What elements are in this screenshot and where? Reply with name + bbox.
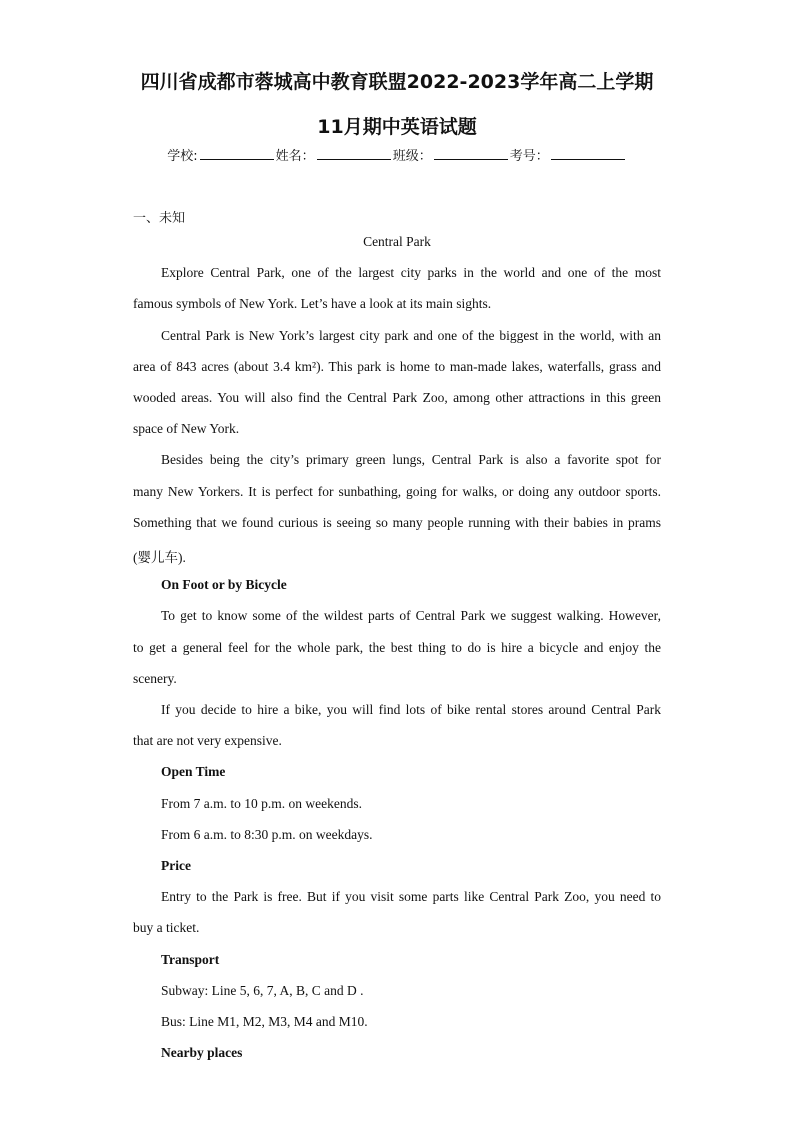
paragraph-4-line-3: scenery. (133, 671, 177, 686)
paragraph-2-line-3: wooded areas. You will also find the Central Park Zoo, among other attractions in this green (133, 390, 661, 405)
heading-nearby-places: Nearby places (161, 1045, 243, 1060)
exam-number-label: 考号： (509, 149, 549, 164)
heading-transport: Transport (161, 952, 220, 967)
school-blank (200, 147, 274, 160)
paragraph-5-line-1: If you decide to hire a bike, you will find lots of bike rental stores around Central Park (161, 702, 661, 717)
heading-open-time: Open Time (161, 764, 226, 779)
name-blank (317, 147, 391, 160)
section-label: 一、未知 (133, 211, 186, 226)
paragraph-5-line-2: that are not very expensive. (133, 733, 282, 748)
paragraph-3-line-3: Something that we found curious is seeing so many people running with their babies in prams (133, 515, 661, 530)
heading-price: Price (161, 858, 191, 873)
transport-subway: Subway: Line 5, 6, 7, A, B, C and D . (161, 983, 364, 998)
exam-number-blank (551, 147, 625, 160)
paragraph-2-line-4: space of New York. (133, 421, 240, 436)
paragraph-1-line-2: famous symbols of New York. Let’s have a look at its main sights. (133, 296, 492, 311)
open-time-weekdays: From 6 a.m. to 8:30 p.m. on weekdays. (161, 827, 373, 842)
exam-title-line-2: 11月期中英语试题 (317, 116, 477, 138)
exam-title-line-1: 四川省成都市蓉城高中教育联盟2022-2023学年高二上学期 (140, 71, 654, 93)
student-info-fields (0, 145, 794, 164)
paragraph-3-line-2: many New Yorkers. It is perfect for sunbathing, going for walks, or doing any outdoor sports. (133, 484, 661, 499)
paragraph-2-line-2: area of 843 acres (about 3.4 km²). This park is home to man-made lakes, waterfalls, grass and (133, 359, 661, 374)
paragraph-3-line-1: Besides being the city’s primary green lungs, Central Park is also a favorite spot for (161, 452, 661, 467)
name-label: 姓名： (275, 149, 315, 164)
paragraph-4-line-1: To get to know some of the wildest parts of Central Park we suggest walking. However, (161, 608, 661, 623)
paragraph-1-line-1: Explore Central Park, one of the largest city parks in the world and one of the most (161, 265, 661, 280)
class-label: 班级： (392, 149, 432, 164)
heading-on-foot: On Foot or by Bicycle (161, 577, 287, 592)
paragraph-2-line-1: Central Park is New York’s largest city park and one of the biggest in the world, with an (161, 328, 661, 343)
transport-bus: Bus: Line M1, M2, M3, M4 and M10. (161, 1014, 368, 1029)
paragraph-6-line-2: buy a ticket. (133, 920, 200, 935)
school-label: 学校: (167, 149, 198, 164)
passage-title: Central Park (363, 234, 431, 249)
paragraph-4-line-2: to get a general feel for the whole park, the best thing to do is hire a bicycle and enjoy the (133, 640, 661, 655)
open-time-weekends: From 7 a.m. to 10 p.m. on weekends. (161, 796, 362, 811)
paragraph-3-line-4: (婴儿车). (133, 550, 186, 565)
paragraph-6-line-1: Entry to the Park is free. But if you visit some parts like Central Park Zoo, you need to (161, 889, 661, 904)
class-blank (434, 147, 508, 160)
